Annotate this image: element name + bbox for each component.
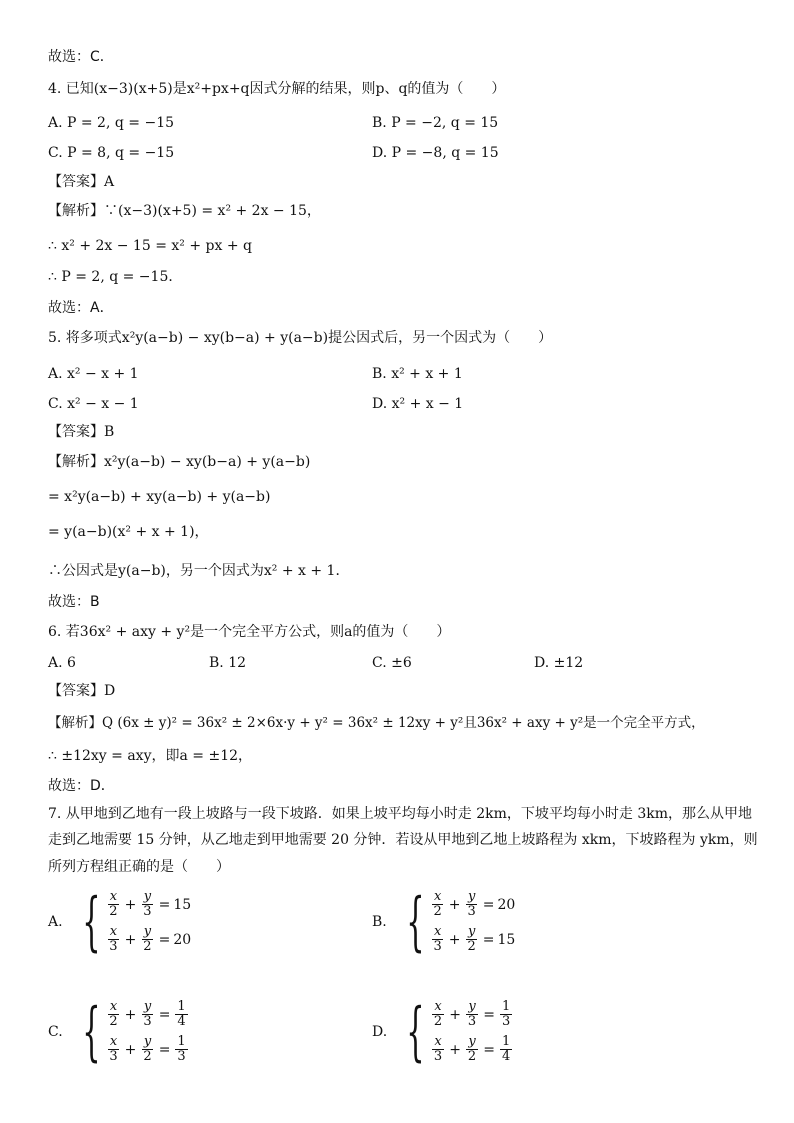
question-4: 4. 已知(x−3)(x+5)是x²+px+q因式分解的结果，则p、q的值为（ ） [48, 81, 506, 97]
q6-option-d: D. ±12 [534, 655, 584, 671]
q6-explanation-1: 【解析】Q (6x ± y)² = 36x² ± 2×6x·y + y² = 36x² ± 12xy + y²且36x² + axy + y²是一个完全平方式， [48, 715, 705, 731]
q5-option-c: C. x² − x − 1 [48, 396, 139, 412]
q7-option-d [372, 995, 514, 1069]
q7-option-b-label: B. [372, 914, 387, 930]
question-6: 6. 若36x² + axy + y²是一个完全平方公式，则a的值为（ ） [48, 624, 451, 640]
brace-symbol: { [81, 995, 101, 1069]
q4-option-a: A. P = 2, q = −15 [48, 115, 175, 131]
q5-explanation-1: 【解析】x²y(a−b) − xy(b−a) + y(a−b) [48, 454, 311, 470]
q6-answer: 【答案】D [48, 683, 116, 699]
question-7-line-1: 7. 从甲地到乙地有一段上坡路与一段下坡路．如果上坡平均每小时走 2km，下坡平均每小时走 3km，那么从甲地 [48, 806, 753, 822]
q7-b-equation-2: $\frac{x}{3}$ + $\frac{y}{2}$ = 15 [433, 924, 516, 954]
q5-explanation-2: = x²y(a−b) + xy(a−b) + y(a−b) [48, 489, 271, 505]
q5-answer: 【答案】B [48, 424, 115, 440]
question-5: 5. 将多项式x²y(a−b) − xy(b−a) + y(a−b)提公因式后，另一个因式为（ ） [48, 330, 553, 346]
brace-symbol: { [81, 885, 101, 959]
q7-option-a [48, 885, 192, 959]
q6-option-c: C. ±6 [372, 655, 412, 671]
q4-explanation-1: 【解析】∵(x−3)(x+5) = x² + 2x − 15， [48, 203, 321, 219]
q5-explanation-4: ∴公因式是y(a−b)，另一个因式为x² + x + 1． [48, 563, 350, 579]
q4-option-b: B. P = −2, q = 15 [372, 115, 499, 131]
q4-selection: 故选：A． [48, 300, 114, 316]
q6-selection: 故选：D． [48, 778, 115, 794]
question-7-line-3: 所列方程组正确的是（ ） [48, 859, 230, 875]
q7-a-equation-2: $\frac{x}{3}$ + $\frac{y}{2}$ = 20 [109, 924, 192, 954]
q5-selection: 故选：B [48, 594, 100, 610]
q6-option-a: A. 6 [48, 655, 76, 671]
q5-option-b: B. x² + x + 1 [372, 366, 463, 382]
q7-c-equation-1: $\frac{x}{2}$ + $\frac{y}{3}$ = $\frac{1}{4}$ [109, 999, 186, 1029]
prev-answer-line: 故选：C． [48, 49, 114, 65]
question-7-line-2: 走到乙地需要 15 分钟，从乙地走到甲地需要 20 分钟．若设从甲地到乙地上坡路程为 xkm，下坡路程为 ykm，则 [48, 832, 758, 848]
q7-option-b [372, 885, 516, 959]
q4-answer: 【答案】A [48, 174, 115, 190]
brace-symbol: { [406, 995, 425, 1069]
q7-option-d-label: D. [372, 1024, 388, 1040]
q4-option-d: D. P = −8, q = 15 [372, 145, 499, 161]
q5-explanation-3: = y(a−b)(x² + x + 1)， [48, 524, 209, 540]
q7-c-equation-2: $\frac{x}{3}$ + $\frac{y}{2}$ = $\frac{1}{3}$ [109, 1034, 186, 1064]
q7-d-equation-2: $\frac{x}{3}$ + $\frac{y}{2}$ = $\frac{1}{4}$ [433, 1034, 511, 1064]
q7-d-equation-1: $\frac{x}{2}$ + $\frac{y}{3}$ = $\frac{1}{3}$ [433, 999, 511, 1029]
brace-symbol: { [405, 885, 425, 959]
q7-option-a-label: A. [48, 914, 63, 930]
q7-a-equation-1: $\frac{x}{2}$ + $\frac{y}{3}$ = 15 [109, 889, 192, 919]
q4-explanation-2: ∴ x² + 2x − 15 = x² + px + q [48, 238, 252, 254]
q7-option-c-label: C. [48, 1024, 63, 1040]
q6-option-b: B. 12 [209, 655, 247, 671]
q4-option-c: C. P = 8, q = −15 [48, 145, 175, 161]
q5-option-d: D. x² + x − 1 [372, 396, 464, 412]
q7-option-c [48, 995, 190, 1069]
q6-explanation-2: ∴ ±12xy = axy，即a = ±12， [48, 748, 253, 764]
q7-b-equation-1: $\frac{x}{2}$ + $\frac{y}{3}$ = 20 [433, 889, 516, 919]
q5-option-a: A. x² − x + 1 [48, 366, 139, 382]
q4-explanation-3: ∴ P = 2, q = −15． [48, 269, 183, 285]
